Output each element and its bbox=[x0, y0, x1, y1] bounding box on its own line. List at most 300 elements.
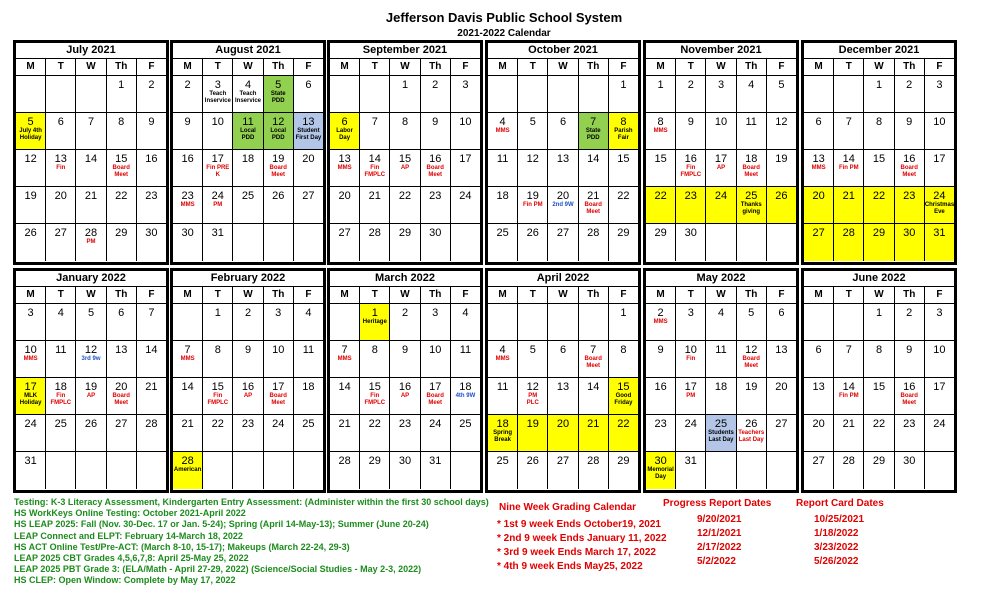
day-cell bbox=[767, 76, 796, 112]
day-cell bbox=[421, 452, 451, 489]
day-number: 15 bbox=[872, 381, 886, 393]
month-block bbox=[327, 40, 483, 265]
day-number: 19 bbox=[775, 153, 788, 165]
day-cell bbox=[895, 304, 925, 340]
day-cell bbox=[925, 304, 954, 340]
weekday-header bbox=[16, 287, 166, 304]
day-cell bbox=[579, 150, 609, 186]
grading-section bbox=[497, 501, 667, 574]
day-note: Meet bbox=[271, 172, 286, 178]
day-cell bbox=[421, 304, 451, 340]
day-number: 15 bbox=[617, 381, 630, 393]
weekday-label: M bbox=[330, 287, 360, 303]
day-cell bbox=[46, 415, 76, 451]
weekday-label: W bbox=[390, 59, 420, 75]
day-cell bbox=[137, 415, 166, 451]
day-cell bbox=[518, 76, 548, 112]
day-note: Labor bbox=[336, 128, 353, 134]
day-cell bbox=[488, 224, 518, 261]
day-number: 16 bbox=[145, 153, 158, 165]
day-number: 14 bbox=[84, 153, 98, 165]
day-number: 4 bbox=[305, 307, 312, 319]
day-cell bbox=[488, 341, 518, 377]
day-cell bbox=[16, 304, 46, 340]
day-cell bbox=[804, 341, 834, 377]
day-cell bbox=[548, 224, 578, 261]
day-number: 26 bbox=[272, 190, 285, 202]
week-row bbox=[330, 76, 480, 113]
week-row bbox=[173, 452, 323, 489]
day-number: 2 bbox=[657, 307, 664, 319]
day-cell bbox=[518, 341, 548, 377]
testing-line: HS CLEP: Open Window: Complete by May 17, 2022 bbox=[14, 575, 236, 586]
day-cell bbox=[579, 415, 609, 451]
day-number: 8 bbox=[118, 116, 125, 128]
day-number: 20 bbox=[556, 418, 570, 430]
day-cell bbox=[421, 415, 451, 451]
day-cell bbox=[488, 415, 518, 451]
month-block bbox=[643, 40, 799, 265]
day-number: 1 bbox=[875, 79, 883, 91]
day-cell bbox=[16, 378, 46, 414]
day-cell bbox=[706, 76, 736, 112]
day-cell bbox=[737, 415, 767, 451]
grading-item: * 2nd 9 week Ends January 11, 2022 bbox=[497, 533, 667, 544]
week-row bbox=[804, 224, 954, 261]
week-row bbox=[646, 113, 796, 150]
day-note: Meet bbox=[586, 209, 601, 215]
day-note: Local bbox=[270, 128, 287, 134]
day-number: 28 bbox=[145, 418, 158, 430]
day-cell bbox=[16, 150, 46, 186]
weekday-label: M bbox=[488, 59, 518, 75]
day-number: 6 bbox=[815, 116, 822, 128]
day-cell bbox=[264, 187, 294, 223]
day-number: 8 bbox=[657, 116, 664, 128]
day-cell bbox=[264, 452, 294, 489]
day-cell bbox=[360, 113, 390, 149]
week-row bbox=[646, 415, 796, 452]
day-cell bbox=[737, 452, 767, 489]
day-cell bbox=[46, 304, 76, 340]
day-number: 17 bbox=[24, 381, 37, 393]
weekday-label: W bbox=[548, 287, 578, 303]
day-cell bbox=[804, 187, 834, 223]
day-number: 7 bbox=[87, 116, 95, 128]
day-number: 30 bbox=[654, 455, 667, 467]
day-cell bbox=[46, 378, 76, 414]
day-note: FMPLC bbox=[207, 400, 229, 406]
testing-line: Testing: K-3 Literacy Assessment, Kindergarten Entry Assessment: (Administer within the first 30 school days) bbox=[14, 497, 489, 507]
day-cell bbox=[137, 76, 166, 112]
day-note: Eve bbox=[934, 209, 945, 215]
day-cell bbox=[609, 378, 638, 414]
day-number: 23 bbox=[145, 190, 158, 202]
day-cell bbox=[46, 187, 76, 223]
day-cell bbox=[173, 113, 203, 149]
day-number: 1 bbox=[620, 79, 627, 91]
day-cell bbox=[548, 113, 578, 149]
month-title: October 2021 bbox=[488, 43, 638, 59]
day-cell bbox=[233, 187, 263, 223]
day-cell bbox=[925, 76, 954, 112]
weekday-label: Th bbox=[107, 59, 137, 75]
weekday-label: T bbox=[518, 287, 548, 303]
day-number: 2 bbox=[184, 79, 191, 91]
weekday-label: Th bbox=[421, 59, 451, 75]
day-cell bbox=[390, 150, 420, 186]
week-row bbox=[804, 452, 954, 489]
day-number: 11 bbox=[459, 344, 472, 356]
day-cell bbox=[895, 187, 925, 223]
weekday-label: Th bbox=[579, 287, 609, 303]
day-cell bbox=[609, 187, 638, 223]
day-cell bbox=[609, 113, 638, 149]
day-number: 15 bbox=[211, 381, 224, 393]
day-number: 6 bbox=[559, 344, 567, 356]
day-number: 4 bbox=[462, 307, 469, 319]
day-cell bbox=[421, 224, 451, 261]
day-cell bbox=[330, 304, 360, 340]
day-cell bbox=[137, 187, 166, 223]
weekday-label: T bbox=[676, 59, 706, 75]
day-note: First Day bbox=[295, 135, 322, 141]
day-number: 2 bbox=[906, 307, 913, 319]
week-row bbox=[330, 452, 480, 489]
week-row bbox=[646, 378, 796, 415]
day-number: 14 bbox=[181, 381, 194, 393]
day-number: 2 bbox=[148, 79, 155, 91]
day-note: Fin PRE bbox=[206, 165, 230, 171]
day-number: 30 bbox=[903, 227, 916, 239]
day-number: 17 bbox=[272, 381, 285, 393]
day-number: 10 bbox=[933, 344, 946, 356]
day-cell bbox=[173, 76, 203, 112]
day-number: 13 bbox=[115, 344, 128, 356]
day-number: 22 bbox=[872, 418, 886, 430]
day-cell bbox=[925, 452, 954, 489]
day-note: Memorial bbox=[647, 467, 674, 473]
day-cell bbox=[264, 113, 294, 149]
day-number: 2 bbox=[432, 79, 439, 91]
day-cell bbox=[925, 378, 954, 414]
day-number: 17 bbox=[211, 153, 224, 165]
day-cell bbox=[804, 113, 834, 149]
week-row bbox=[173, 415, 323, 452]
day-number: 17 bbox=[714, 153, 728, 165]
day-cell bbox=[706, 113, 736, 149]
day-number: 7 bbox=[148, 307, 155, 319]
day-number: 14 bbox=[145, 344, 158, 356]
day-cell bbox=[925, 187, 954, 223]
day-number: 8 bbox=[620, 344, 627, 356]
day-number: 2 bbox=[906, 79, 913, 91]
day-cell bbox=[451, 76, 480, 112]
day-cell bbox=[16, 187, 46, 223]
page-title: Jefferson Davis Public School System bbox=[385, 10, 623, 25]
weekday-label: M bbox=[173, 287, 203, 303]
grading-title: Nine Week Grading Calendar bbox=[499, 502, 637, 513]
day-cell bbox=[488, 378, 518, 414]
day-cell bbox=[925, 224, 954, 261]
day-note: Meet bbox=[428, 400, 443, 406]
day-number: 23 bbox=[398, 418, 412, 430]
day-cell bbox=[390, 341, 420, 377]
day-cell bbox=[548, 341, 578, 377]
day-number: 25 bbox=[496, 227, 509, 239]
day-number: 5 bbox=[529, 344, 536, 356]
day-cell bbox=[767, 304, 796, 340]
month-block bbox=[170, 40, 326, 265]
day-cell bbox=[76, 304, 106, 340]
day-cell bbox=[676, 378, 706, 414]
day-number: 18 bbox=[496, 418, 509, 430]
day-note: MMS bbox=[495, 356, 510, 362]
day-cell bbox=[676, 341, 706, 377]
day-number: 3 bbox=[462, 79, 469, 91]
day-cell bbox=[390, 304, 420, 340]
day-number: 3 bbox=[936, 307, 943, 319]
day-cell bbox=[609, 452, 638, 489]
day-note: Day bbox=[655, 474, 667, 480]
day-number: 13 bbox=[556, 153, 570, 165]
day-number: 4 bbox=[499, 344, 506, 356]
day-cell bbox=[264, 224, 294, 261]
day-cell bbox=[488, 76, 518, 112]
day-cell bbox=[294, 304, 323, 340]
month-title: September 2021 bbox=[330, 43, 480, 59]
day-number: 27 bbox=[812, 455, 825, 467]
day-note: MMS bbox=[337, 356, 352, 362]
testing-info bbox=[14, 497, 489, 587]
day-number: 16 bbox=[654, 381, 667, 393]
day-number: 23 bbox=[903, 418, 916, 430]
day-note: Fin bbox=[686, 356, 696, 362]
day-note: MMS bbox=[180, 202, 195, 208]
day-cell bbox=[107, 378, 137, 414]
day-number: 18 bbox=[459, 381, 472, 393]
day-note: FMPLC bbox=[364, 400, 386, 406]
weekday-label: W bbox=[76, 59, 106, 75]
week-row bbox=[330, 150, 480, 187]
day-note: Fin PM bbox=[522, 202, 543, 208]
week-row bbox=[646, 341, 796, 378]
day-cell bbox=[107, 452, 137, 489]
day-number: 13 bbox=[775, 344, 788, 356]
month-title: March 2022 bbox=[330, 271, 480, 287]
month-title: April 2022 bbox=[488, 271, 638, 287]
progress-date: 2/17/2022 bbox=[697, 542, 742, 553]
weekday-header bbox=[330, 59, 480, 76]
weekday-header bbox=[173, 59, 323, 76]
day-number: 13 bbox=[812, 381, 825, 393]
day-number: 26 bbox=[775, 190, 788, 202]
day-number: 10 bbox=[429, 344, 442, 356]
day-cell bbox=[737, 304, 767, 340]
day-cell bbox=[609, 150, 638, 186]
day-number: 7 bbox=[590, 344, 597, 356]
day-cell bbox=[706, 304, 736, 340]
day-number: 22 bbox=[617, 190, 630, 202]
week-row bbox=[646, 452, 796, 489]
day-cell bbox=[46, 113, 76, 149]
day-cell bbox=[676, 415, 706, 451]
day-cell bbox=[360, 378, 390, 414]
day-number: 16 bbox=[429, 153, 442, 165]
week-row bbox=[804, 113, 954, 150]
day-note: Meet bbox=[902, 400, 917, 406]
day-cell bbox=[737, 378, 767, 414]
day-cell bbox=[706, 452, 736, 489]
day-cell bbox=[421, 187, 451, 223]
day-cell bbox=[203, 452, 233, 489]
weekday-label: Th bbox=[264, 287, 294, 303]
day-number: 19 bbox=[84, 381, 98, 393]
day-cell bbox=[646, 113, 676, 149]
day-cell bbox=[804, 224, 834, 261]
day-number: 11 bbox=[496, 153, 509, 165]
day-cell bbox=[137, 378, 166, 414]
day-cell bbox=[518, 150, 548, 186]
day-note: Meet bbox=[428, 172, 443, 178]
day-note: giving bbox=[742, 209, 761, 215]
month-block bbox=[485, 268, 641, 493]
day-number: 28 bbox=[84, 227, 98, 239]
day-number: 5 bbox=[27, 116, 34, 128]
day-number: 25 bbox=[241, 190, 255, 202]
day-note: MMS bbox=[180, 356, 195, 362]
day-number: 4 bbox=[717, 307, 725, 319]
day-number: 31 bbox=[684, 455, 697, 467]
day-number: 11 bbox=[302, 344, 315, 356]
day-number: 13 bbox=[556, 381, 570, 393]
week-row bbox=[16, 378, 166, 415]
day-note: Board bbox=[742, 356, 760, 362]
day-cell bbox=[421, 113, 451, 149]
day-number: 3 bbox=[717, 79, 725, 91]
day-number: 12 bbox=[272, 116, 285, 128]
day-number: 17 bbox=[429, 381, 442, 393]
week-row bbox=[16, 187, 166, 224]
day-number: 24 bbox=[933, 190, 946, 202]
day-number: 14 bbox=[338, 381, 351, 393]
week-row bbox=[16, 452, 166, 489]
day-cell bbox=[203, 76, 233, 112]
day-cell bbox=[488, 304, 518, 340]
progress-section bbox=[663, 497, 771, 569]
day-number: 13 bbox=[338, 153, 351, 165]
day-number: 11 bbox=[242, 116, 254, 128]
day-cell bbox=[294, 187, 323, 223]
day-note: Board bbox=[900, 393, 918, 399]
day-number: 21 bbox=[842, 418, 855, 430]
week-row bbox=[330, 113, 480, 150]
week-row bbox=[173, 150, 323, 187]
testing-line: HS ACT Online Test/Pre-ACT: (March 8-10, 15-17); Makeups (March 22-24, 29-3) bbox=[14, 541, 350, 552]
day-number: 15 bbox=[398, 153, 412, 165]
day-cell bbox=[173, 378, 203, 414]
day-cell bbox=[16, 113, 46, 149]
weekday-header bbox=[804, 59, 954, 76]
day-number: 7 bbox=[341, 344, 348, 356]
day-cell bbox=[451, 150, 480, 186]
day-number: 30 bbox=[181, 227, 194, 239]
day-cell bbox=[76, 378, 106, 414]
day-number: 12 bbox=[526, 153, 539, 165]
report-section bbox=[796, 497, 884, 569]
day-number: 30 bbox=[145, 227, 158, 239]
day-number: 25 bbox=[54, 418, 67, 430]
day-number: 30 bbox=[903, 455, 916, 467]
day-cell bbox=[173, 187, 203, 223]
day-note: AP bbox=[716, 165, 726, 171]
day-cell bbox=[203, 304, 233, 340]
day-number: 8 bbox=[371, 344, 378, 356]
day-number: 6 bbox=[305, 79, 312, 91]
day-cell bbox=[390, 113, 420, 149]
day-number: 21 bbox=[338, 418, 351, 430]
day-cell bbox=[737, 224, 767, 261]
day-cell bbox=[706, 187, 736, 223]
week-row bbox=[16, 76, 166, 113]
day-cell bbox=[137, 113, 166, 149]
day-cell bbox=[264, 76, 294, 112]
week-row bbox=[488, 113, 638, 150]
day-number: 11 bbox=[55, 344, 67, 356]
day-number: 18 bbox=[302, 381, 315, 393]
day-cell bbox=[294, 452, 323, 489]
weekday-label: W bbox=[706, 287, 736, 303]
day-cell bbox=[767, 452, 796, 489]
testing-line: HS WorkKeys Online Testing: October 2021-April 2022 bbox=[14, 508, 246, 519]
day-cell bbox=[609, 304, 638, 340]
week-row bbox=[330, 378, 480, 415]
week-row bbox=[488, 452, 638, 489]
weekday-label: T bbox=[518, 59, 548, 75]
day-cell bbox=[488, 150, 518, 186]
day-number: 15 bbox=[617, 153, 630, 165]
month-title: December 2021 bbox=[804, 43, 954, 59]
weekday-label: F bbox=[462, 61, 469, 72]
weekday-label: M bbox=[804, 59, 834, 75]
day-cell bbox=[421, 341, 451, 377]
weekday-label: M bbox=[646, 287, 676, 303]
day-note: AP bbox=[243, 393, 253, 399]
day-number: 22 bbox=[654, 190, 667, 202]
day-number: 4 bbox=[244, 79, 252, 91]
weekday-label: Th bbox=[421, 287, 451, 303]
day-number: 18 bbox=[745, 153, 758, 165]
day-cell bbox=[16, 224, 46, 261]
day-number: 26 bbox=[526, 227, 539, 239]
weekday-header bbox=[804, 287, 954, 304]
day-cell bbox=[203, 415, 233, 451]
day-number: 26 bbox=[745, 418, 758, 430]
day-cell bbox=[804, 415, 834, 451]
day-note: MMS bbox=[653, 319, 668, 325]
week-row bbox=[488, 76, 638, 113]
day-cell bbox=[137, 452, 166, 489]
day-number: 13 bbox=[302, 116, 315, 128]
day-cell bbox=[646, 304, 676, 340]
month-title: May 2022 bbox=[646, 271, 796, 287]
grading-item: * 4th 9 week Ends May25, 2022 bbox=[497, 561, 643, 572]
day-cell bbox=[233, 113, 263, 149]
day-number: 4 bbox=[499, 116, 506, 128]
day-cell bbox=[294, 76, 323, 112]
day-cell bbox=[834, 187, 864, 223]
day-cell bbox=[767, 224, 796, 261]
